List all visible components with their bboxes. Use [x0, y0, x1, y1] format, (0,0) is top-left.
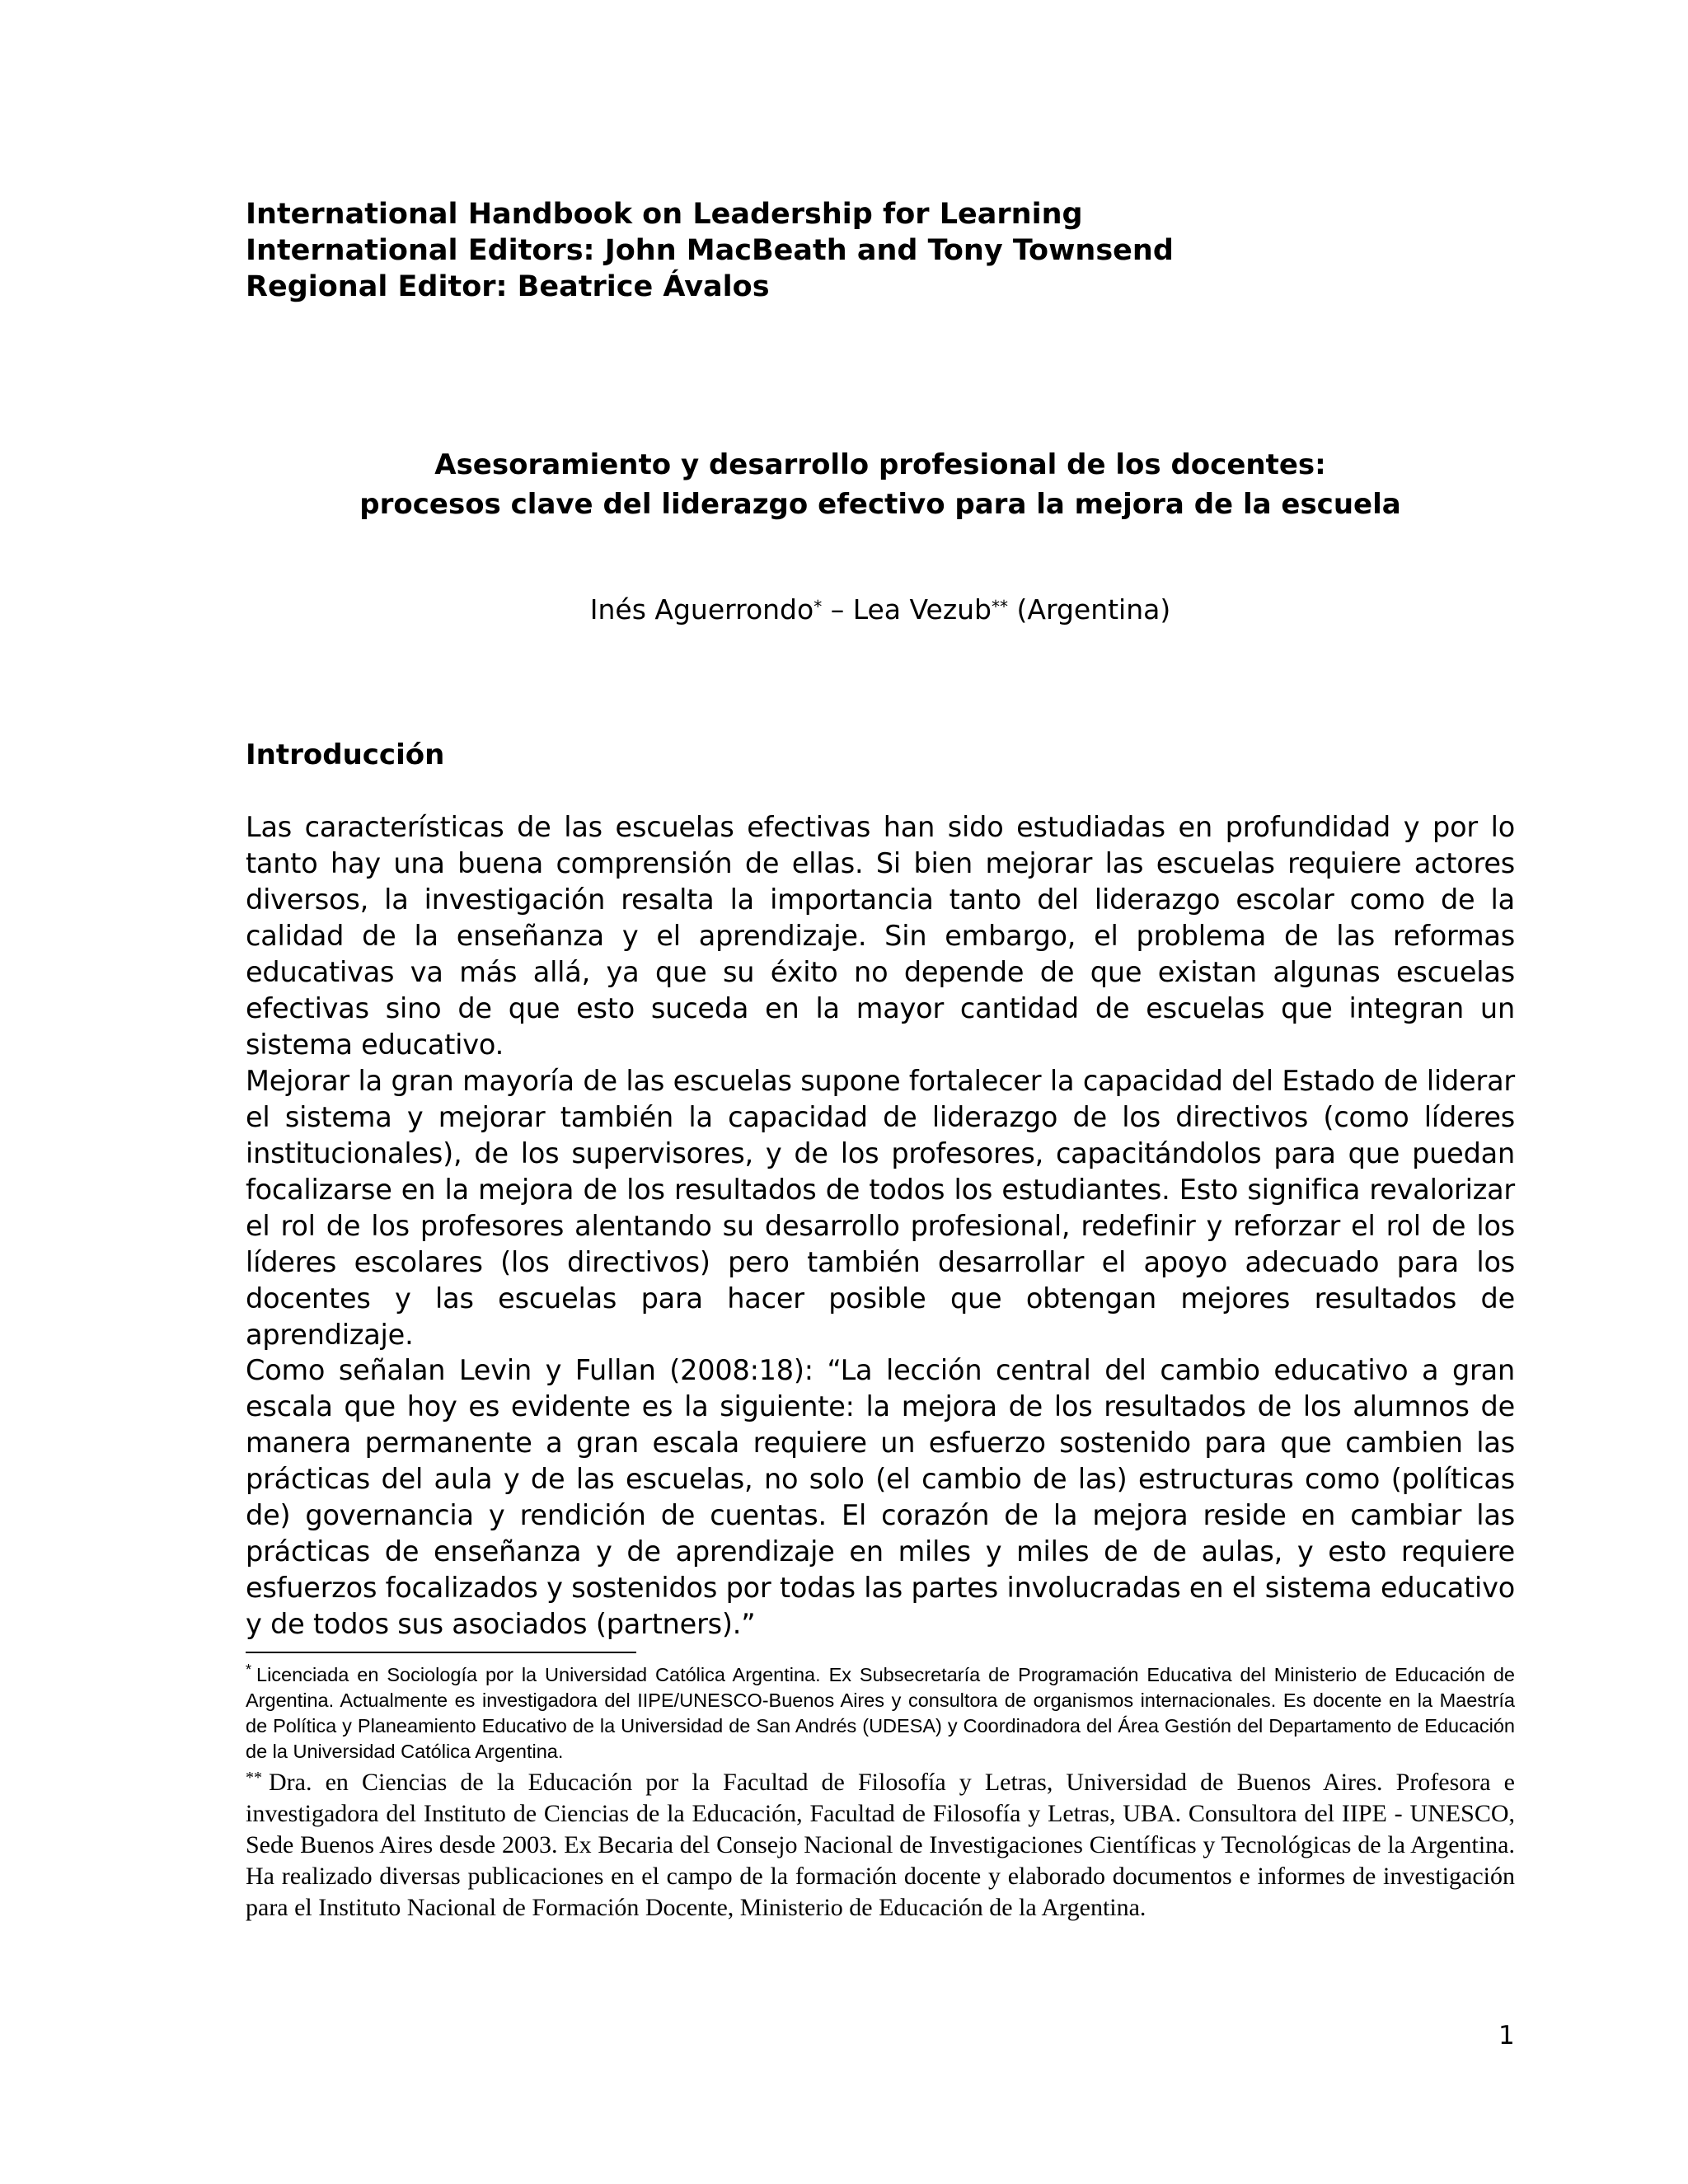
handbook-header	[246, 196, 1482, 305]
author-country: (Argentina)	[1008, 593, 1171, 626]
author-separator: –	[822, 593, 853, 626]
footnote-divider	[246, 1652, 636, 1653]
footnote-1	[246, 1662, 1515, 1765]
international-editors: International Editors: John MacBeath and Tony Townsend	[246, 234, 1174, 267]
paragraph-3: Como señalan Levin y Fullan (2008:18): “La lección central del cambio educativo a gran escala que hoy es evidente es la siguiente: la mejora de los resultados de los alumnos de manera permanente a gran escala requiere un esfuerzo sostenido para que cambien las prácticas del aula y de las escuelas, no solo (el cambio de las) estructuras como (políticas de) governancia y rendición de cuentas. El corazón de la mejora reside en cambiar las prácticas de enseñanza y de aprendizaje en miles y miles de de aulas, y esto requiere esfuerzos focalizados y sostenidos por todas las partes involucradas en el sistema educativo y de todos sus asociados (partners).”	[246, 1354, 1515, 1640]
footnote-2-mark: **	[246, 1769, 262, 1787]
author-2: Lea Vezub	[852, 593, 992, 626]
chapter-title-line-1: Asesoramiento y desarrollo profesional de los docentes:	[434, 448, 1326, 481]
handbook-title: International Handbook on Leadership for Learning	[246, 198, 1083, 231]
authors-line	[246, 592, 1515, 628]
footnote-1-text: Licenciada en Sociología por la Universidad Católica Argentina. Ex Subsecretaría de Programación Educativa del Ministerio de Educación de Argentina. Actualmente es investigadora del IIPE/UNESCO-Buenos Aires y consultora de organismos internacionales. Es docente en la Maestría de Política y Planeamiento Educativo de la Universidad de San Andrés (UDESA) y Coordinadora del Área Gestión del Departamento de Educación de la Universidad Católica Argentina.	[246, 1664, 1515, 1762]
footnote-2	[246, 1767, 1515, 1924]
chapter-title	[246, 445, 1515, 524]
paragraph-2: Mejorar la gran mayoría de las escuelas supone fortalecer la capacidad del Estado de liderar el sistema y mejorar también la capacidad de liderazgo de los directivos (como líderes institucionales), de los supervisores, y de los profesores, capacitándolos para que puedan focalizarse en la mejora de los resultados de todos los estudiantes. Esto significa revalorizar el rol de los profesores alentando su desarrollo profesional, redefinir y reforzar el rol de los líderes escolares (los directivos) pero también desarrollar el apoyo adecuado para los docentes y las escuelas para hacer posible que obtengan mejores resultados de aprendizaje.	[246, 1065, 1515, 1351]
section-heading: Introducción	[246, 738, 445, 771]
chapter-title-line-2: procesos clave del liderazgo efectivo para la mejora de la escuela	[359, 488, 1401, 521]
author-1-footnote-mark: *	[814, 597, 823, 616]
author-1: Inés Aguerrondo	[589, 593, 814, 626]
footnote-2-text: Dra. en Ciencias de la Educación por la Facultad de Filosofía y Letras, Universidad de Buenos Aires. Profesora e investigadora del Instituto de Ciencias de la Educación, Facultad de Filosofía y Letras, UBA. Consultora del IIPE - UNESCO, Sede Buenos Aires desde 2003. Ex Becaria del Consejo Nacional de Investigaciones Científicas y Tecnológicas de la Argentina. Ha realizado diversas publicaciones en el campo de la formación docente y elaborado documentos e informes de investigación para el Instituto Nacional de Formación Docente, Ministerio de Educación de la Argentina.	[246, 1769, 1515, 1921]
paragraph-1: Las características de las escuelas efectivas han sido estudiadas en profundidad y por lo tanto hay una buena comprensión de ellas. Si bien mejorar las escuelas requiere actores diversos, la investigación resalta la importancia tanto del liderazgo escolar como de la calidad de la enseñanza y el aprendizaje. Sin embargo, el problema de las reformas educativas va más allá, ya que su éxito no depende de que existan algunas escuelas efectivas sino de que esto suceda en la mayor cantidad de escuelas que integran un sistema educativo.	[246, 811, 1515, 1061]
page-number: 1	[1498, 2021, 1515, 2050]
author-2-footnote-mark: **	[992, 597, 1009, 616]
footnote-1-mark: *	[246, 1661, 252, 1678]
regional-editor: Regional Editor: Beatrice Ávalos	[246, 270, 770, 303]
